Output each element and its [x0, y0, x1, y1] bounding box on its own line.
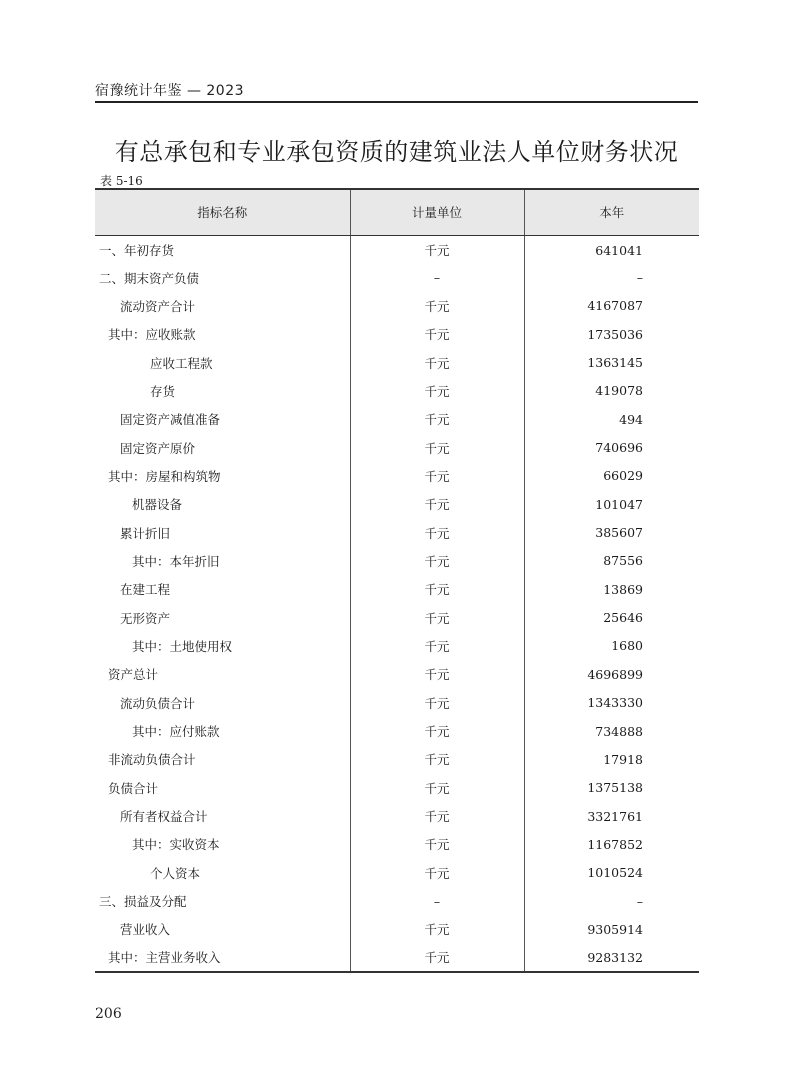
row-value: 17918: [603, 751, 643, 767]
row-unit: 千元: [350, 660, 524, 688]
row-indicator-name: 三、损益及分配: [99, 894, 187, 910]
row-unit: 千元: [350, 717, 524, 745]
row-indicator-name: 机器设备: [132, 497, 183, 513]
row-value: 1363145: [587, 355, 643, 371]
row-unit: 千元: [350, 405, 524, 433]
row-indicator-name: 固定资产原价: [120, 440, 196, 456]
row-indicator-name: 固定资产减值准备: [120, 412, 221, 428]
column-header-value: 本年: [524, 189, 699, 235]
row-unit: 千元: [350, 235, 524, 263]
table-row: [95, 632, 699, 660]
table-row: [95, 859, 699, 887]
table-row: [95, 887, 699, 915]
row-indicator-name: 应收工程款: [150, 355, 213, 371]
row-value: –: [636, 893, 643, 909]
row-indicator-name: 流动资产合计: [120, 298, 196, 314]
row-unit: 千元: [350, 547, 524, 575]
row-indicator-name: 累计折旧: [120, 525, 171, 541]
row-unit: –: [350, 263, 524, 291]
column-header-unit: 计量单位: [350, 189, 524, 235]
table-row: [95, 745, 699, 773]
row-unit: 千元: [350, 603, 524, 631]
row-indicator-name: 其中：房屋和构筑物: [108, 468, 221, 484]
row-indicator-name: 其中：本年折旧: [132, 553, 220, 569]
header-row: [95, 189, 699, 235]
row-indicator-name: 在建工程: [120, 582, 171, 598]
row-unit: 千元: [350, 745, 524, 773]
table-row: [95, 830, 699, 858]
table-row: [95, 774, 699, 802]
row-unit: 千元: [350, 433, 524, 461]
row-value: 4696899: [587, 666, 643, 682]
row-value: 740696: [595, 440, 643, 456]
row-unit: 千元: [350, 518, 524, 546]
row-indicator-name: 无形资产: [120, 610, 171, 626]
row-value: 87556: [603, 553, 643, 569]
finance-table: [95, 188, 699, 973]
row-unit: 千元: [350, 575, 524, 603]
row-unit: 千元: [350, 632, 524, 660]
table-row: [95, 575, 699, 603]
table-row: [95, 235, 699, 263]
table-row: [95, 603, 699, 631]
row-value: 419078: [595, 383, 643, 399]
row-unit: 千元: [350, 292, 524, 320]
row-indicator-name: 资产总计: [108, 667, 159, 683]
header-rule: [95, 101, 698, 103]
row-indicator-name: 其中：实收资本: [132, 837, 220, 853]
row-indicator-name: 所有者权益合计: [120, 809, 208, 825]
row-value: 1375138: [587, 780, 643, 796]
row-indicator-name: 流动负债合计: [120, 695, 196, 711]
row-unit: 千元: [350, 915, 524, 943]
table-row: [95, 263, 699, 291]
row-indicator-name: 存货: [150, 383, 176, 399]
row-value: 66029: [603, 468, 643, 484]
row-value: 9283132: [524, 944, 699, 972]
row-indicator-name: 负债合计: [108, 780, 159, 796]
table-row: [95, 689, 699, 717]
table-row: [95, 433, 699, 461]
row-unit: 千元: [350, 802, 524, 830]
row-unit: 千元: [350, 859, 524, 887]
page-title: 有总承包和专业承包资质的建筑业法人单位财务状况: [114, 138, 679, 166]
row-unit: 千元: [350, 320, 524, 348]
row-indicator-name: 其中：应收账款: [108, 327, 196, 343]
row-unit: 千元: [350, 490, 524, 518]
row-value: 494: [619, 411, 643, 427]
table-row: [95, 518, 699, 546]
row-value: 3321761: [587, 808, 643, 824]
row-value: –: [636, 270, 643, 286]
row-value: 641041: [595, 242, 643, 258]
row-value: 1735036: [587, 326, 643, 342]
table-row: [95, 717, 699, 745]
row-indicator-name: 其中：土地使用权: [132, 638, 233, 654]
row-indicator-name: 其中：主营业务收入: [95, 944, 350, 972]
row-unit: 千元: [350, 944, 524, 972]
table-row: [95, 660, 699, 688]
table-row: [95, 405, 699, 433]
table-row: [95, 490, 699, 518]
table-row: [95, 802, 699, 830]
running-header: 宿豫统计年鉴 — 2023: [95, 83, 245, 99]
row-indicator-name: 二、期末资产负债: [99, 270, 200, 286]
table-row: [95, 320, 699, 348]
row-unit: 千元: [350, 689, 524, 717]
table-row: [95, 292, 699, 320]
row-value: 25646: [603, 610, 643, 626]
row-value: 4167087: [587, 298, 643, 314]
row-value: 1010524: [587, 865, 643, 881]
page-number: 206: [95, 1006, 122, 1022]
table-header: [95, 189, 699, 235]
row-unit: 千元: [350, 348, 524, 376]
table-row: [95, 377, 699, 405]
row-value: 1343330: [587, 695, 643, 711]
row-unit: 千元: [350, 830, 524, 858]
row-value: 734888: [595, 723, 643, 739]
table-row: [95, 348, 699, 376]
table-row: [95, 462, 699, 490]
column-header-name: 指标名称: [95, 189, 350, 235]
table-number: 表 5-16: [100, 174, 143, 188]
row-indicator-name: 其中：应付账款: [132, 724, 220, 740]
row-value: 1167852: [587, 836, 643, 852]
row-value: 13869: [603, 581, 643, 597]
table-row: [95, 915, 699, 943]
row-indicator-name: 个人资本: [150, 865, 201, 881]
row-indicator-name: 营业收入: [120, 922, 171, 938]
row-unit: 千元: [350, 377, 524, 405]
row-indicator-name: 一、年初存货: [99, 243, 175, 259]
row-unit: 千元: [350, 462, 524, 490]
row-indicator-name: 非流动负债合计: [108, 752, 196, 768]
table-body: [95, 235, 699, 972]
row-unit: –: [350, 887, 524, 915]
row-value: 101047: [595, 496, 643, 512]
row-value: 385607: [595, 525, 643, 541]
row-value: 9305914: [587, 921, 643, 937]
table-row: [95, 547, 699, 575]
row-value: 1680: [611, 638, 643, 654]
table-row: [95, 944, 699, 972]
row-unit: 千元: [350, 774, 524, 802]
